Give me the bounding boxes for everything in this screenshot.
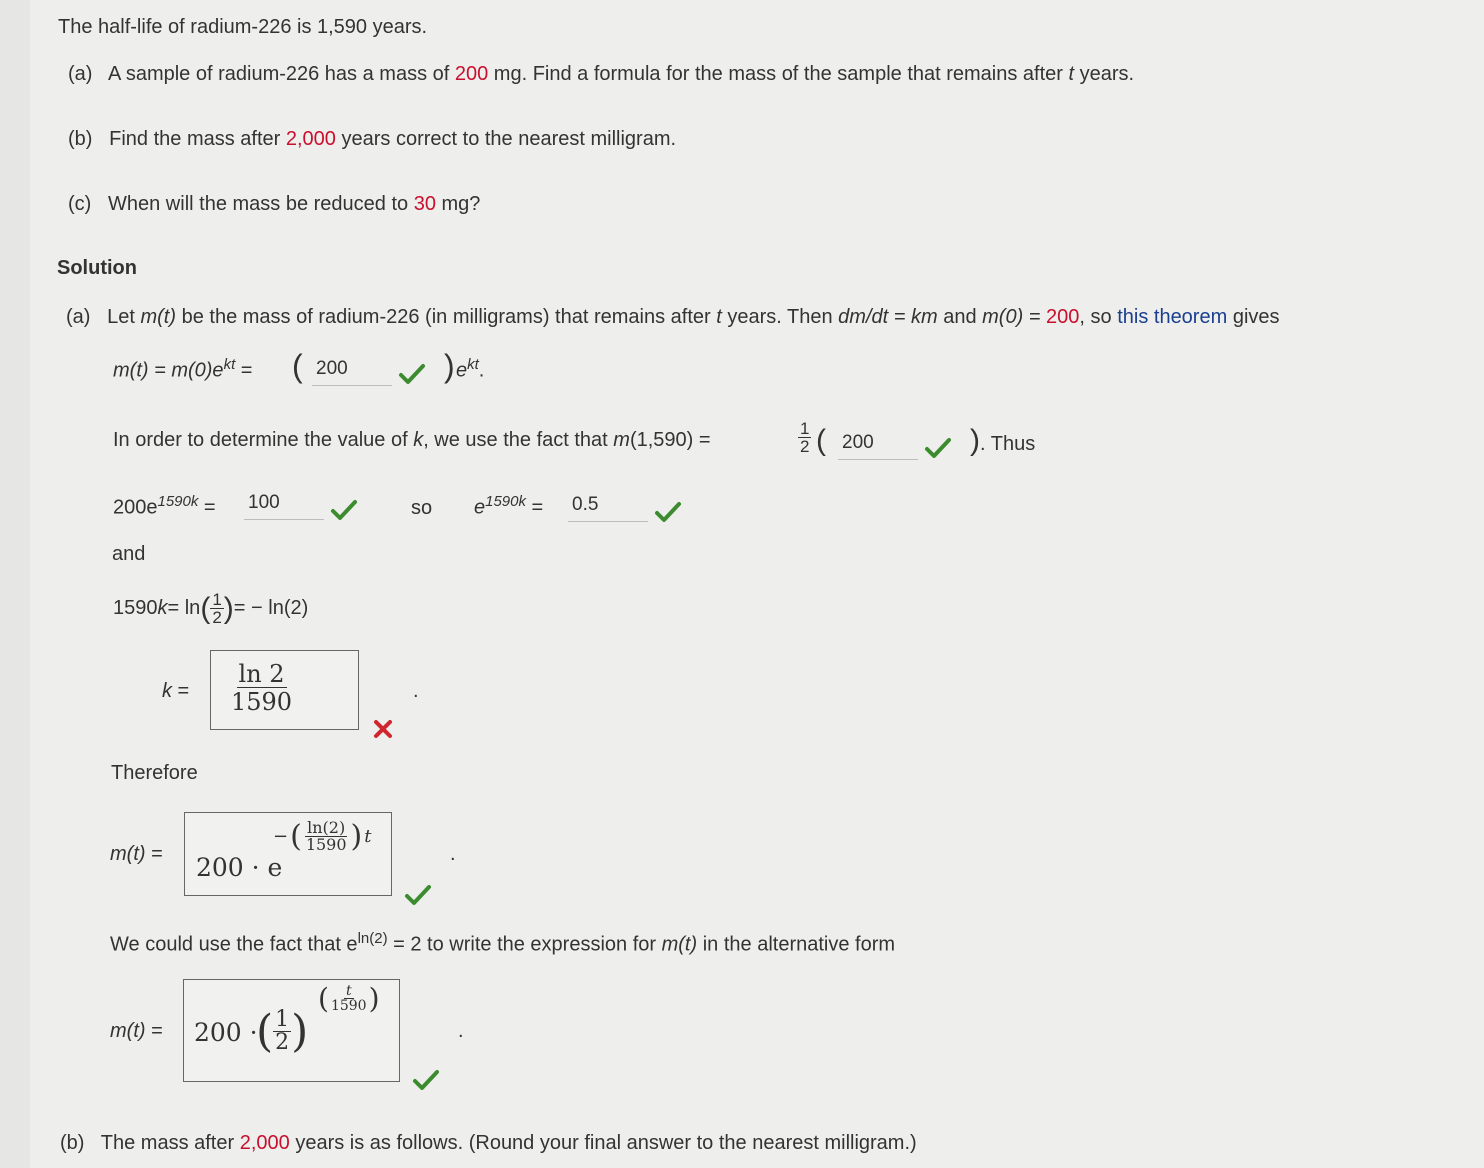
correct-check-icon (654, 500, 682, 524)
order-text: In order to determine the value of k, we use the fact that m(1,590) = (113, 429, 711, 451)
k-label: k = (162, 680, 190, 702)
equation-1: $200e^{1590k}$ = (113, 493, 216, 519)
and-text: and (112, 543, 146, 565)
equation-2: $e^{1590k}$ = (474, 493, 544, 519)
alt-text: We could use the fact that $e^{ln(2)} = 2$ to write the expression for m(t) in the alternative form (110, 930, 896, 956)
solution-heading: Solution (57, 257, 137, 279)
equation-3: 1590 k = ln ( $\frac{1}{2}$ ) = − ln(2) (113, 590, 309, 627)
theorem-link[interactable]: this theorem (1117, 306, 1228, 328)
correct-check-icon (330, 498, 358, 522)
answer-m0-field[interactable]: 200 (312, 356, 392, 386)
so-text: so (411, 497, 433, 519)
alt-mt-answer-box[interactable]: 200 · ( $\frac{1}{2}$ ) ( $\frac{t}{1590}$ ) (183, 979, 400, 1082)
correct-check-icon (404, 883, 432, 907)
answer-100-field[interactable]: 100 (244, 490, 324, 520)
worksheet-page: The half-life of radium-226 is 1,590 years. (a) A sample of radium-226 has a mass of 200 mg. Find a formula for the mass of the sample that remains after t years. (b) Find the mass after 2,000 years correct to the nearest milligram. (c) When will the mass be reduced to 30 mg? Solution (a) Let m(t) be the mass of radium-226 (in milligrams) that remains after t years. Then dm/dt = km and m(0) = 200, so this theorem gives $m(t) = m(0)e^{kt}$ = ( 200 ) $e^{kt}$. In order to determine the value of k, we use the fact that m(1,590) = $\frac{1}{2}$ ( 200 ) . Thus $200e^{1590k}$ = 100 so $e^{1590k}$ = 0.5 and 1590 k = ln ( $\frac{1}{2}$ ) = − ln(2) k = ln 2 1590 . Therefore m(t) = 200 · e − ( $\frac{\ln(2)}{1590}$ ) t . We could use the fact that $e^{ln(2)} = 2$ to write the expression for m(t) in the alternative form m(t) = 200 · ( $\frac{1}{2}$ ) ( $\frac{t}{1590}$ ) . (b) The mass after 2,000 years is as follows. (Round your final answer to the nearest milligram.) (30, 0, 1484, 1168)
problem-a: (a) A sample of radium-226 has a mass of 200 mg. Find a formula for the mass of the sample that remains after t years. (68, 63, 1135, 85)
correct-check-icon (398, 362, 426, 386)
thus-text: . Thus (980, 433, 1036, 455)
paren-open: ( (292, 348, 303, 384)
solution-b-text: (b) The mass after 2,000 years is as follows. (Round your final answer to the nearest milligram.) (60, 1132, 917, 1154)
problem-b: (b) Find the mass after 2,000 years correct to the nearest milligram. (68, 128, 677, 150)
correct-check-icon (412, 1068, 440, 1092)
formula-tail: $e^{kt}$. (456, 356, 485, 382)
problem-c: (c) When will the mass be reduced to 30 mg? (68, 193, 481, 215)
problem-intro: The half-life of radium-226 is 1,590 years. (58, 16, 428, 38)
answer-half-field[interactable]: 200 (838, 430, 918, 460)
correct-check-icon (924, 436, 952, 460)
mt-answer-box[interactable]: 200 · e − ( $\frac{\ln(2)}{1590}$ ) t (184, 812, 392, 896)
formula-mt: $m(t) = m(0)e^{kt}$ = (113, 356, 253, 382)
therefore-text: Therefore (111, 762, 198, 784)
solution-a-text: (a) Let m(t) be the mass of radium-226 (in milligrams) that remains after t years. Then dm/dt = km and m(0) = 200, so this theorem gives (66, 306, 1280, 328)
k-answer-box[interactable]: ln 2 1590 (210, 650, 359, 730)
half-fraction: $\frac{1}{2}$ (800, 419, 810, 456)
paren-close: ) (444, 348, 455, 384)
mt-label: m(t) = (110, 843, 163, 865)
answer-05-field[interactable]: 0.5 (568, 492, 648, 522)
alt-mt-label: m(t) = (110, 1020, 163, 1042)
incorrect-x-icon (372, 718, 394, 740)
